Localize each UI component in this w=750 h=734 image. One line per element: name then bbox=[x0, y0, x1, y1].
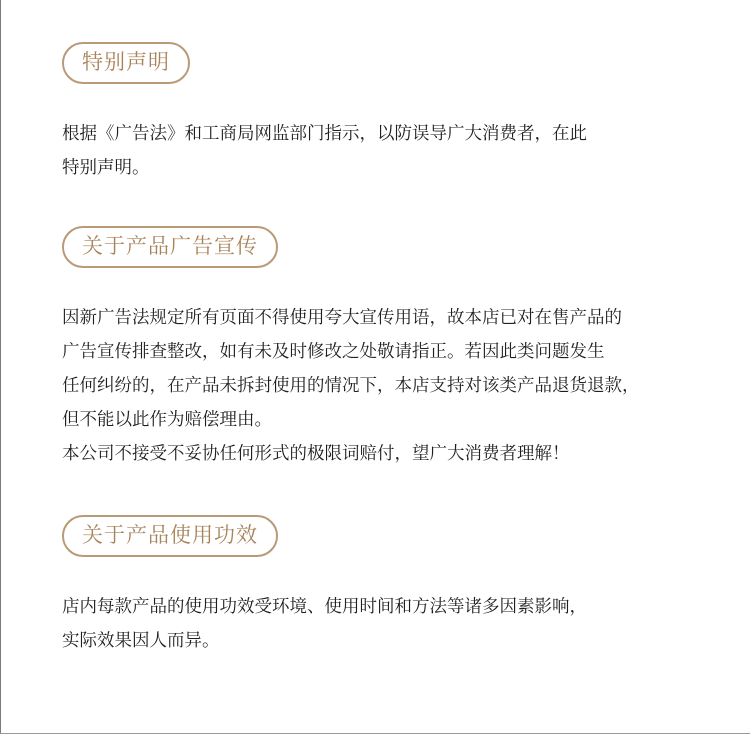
body-line: 但不能以此作为赔偿理由。 bbox=[62, 410, 272, 430]
body-line: 因新广告法规定所有页面不得使用夸大宣传用语，故本店已对在售产品的 bbox=[62, 308, 622, 328]
section-efficacy bbox=[62, 515, 710, 658]
section-title-special-statement: 特别声明 bbox=[62, 42, 190, 84]
body-line: 店内每款产品的使用功效受环境、使用时间和方法等诸多因素影响， bbox=[62, 597, 587, 617]
section-body-efficacy bbox=[62, 590, 710, 658]
body-line: 任何纠纷的，在产品未拆封使用的情况下，本店支持对该类产品退货退款， bbox=[62, 376, 640, 396]
section-title-efficacy: 关于产品使用功效 bbox=[62, 515, 278, 557]
body-line: 广告宣传排查整改，如有未及时修改之处敬请指正。若因此类问题发生 bbox=[62, 342, 605, 362]
body-line: 根据《广告法》和工商局网监部门指示，以防误导广大消费者，在此 bbox=[62, 124, 587, 144]
left-border bbox=[0, 0, 1, 734]
section-body-special-statement bbox=[62, 117, 710, 185]
body-line: 实际效果因人而异。 bbox=[62, 631, 220, 651]
section-special-statement bbox=[62, 42, 710, 185]
section-body-advertising bbox=[62, 301, 710, 471]
section-title-advertising: 关于产品广告宣传 bbox=[62, 226, 278, 268]
body-line: 特别声明。 bbox=[62, 158, 150, 178]
section-advertising bbox=[62, 226, 710, 471]
body-line: 本公司不接受不妥协任何形式的极限词赔付，望广大消费者理解！ bbox=[62, 444, 570, 464]
